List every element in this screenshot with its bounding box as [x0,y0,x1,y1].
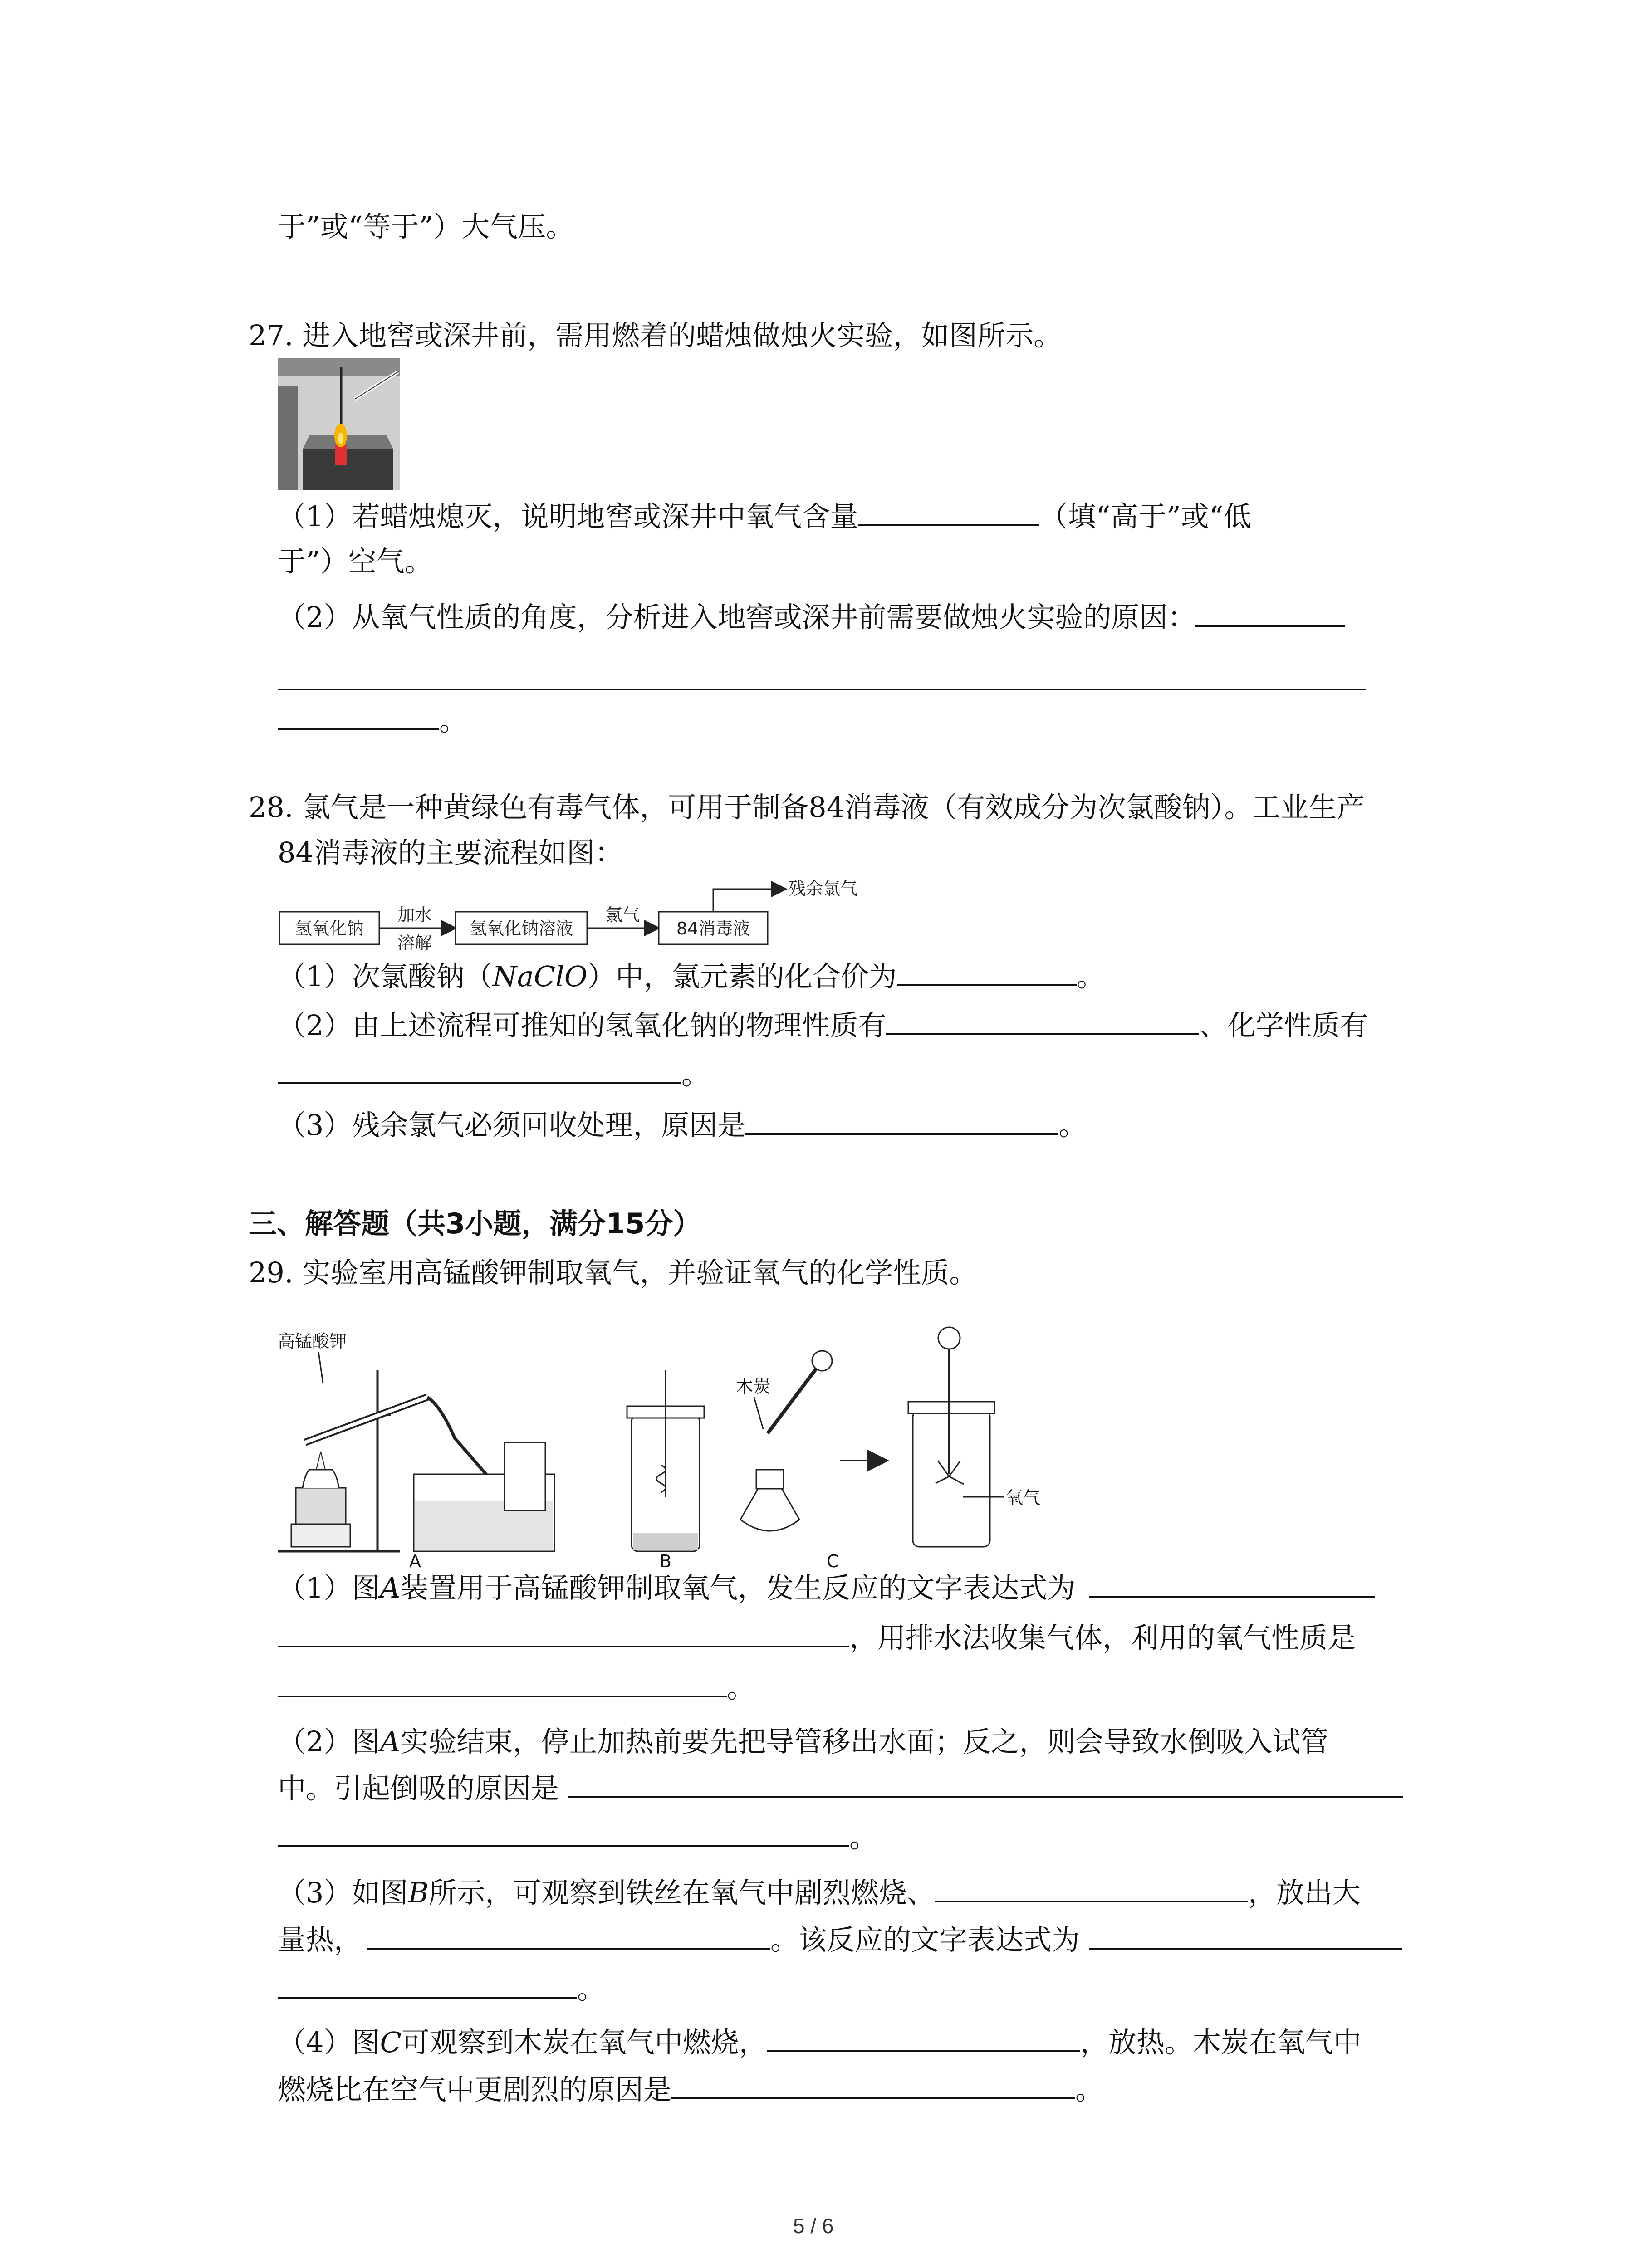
q28-p2-text-b: 、化学性质有 [1199,1009,1368,1042]
q29-p1-text-a: （1）图 [278,1571,380,1604]
q28-p3-text: （3）残余氯气必须回收处理，原因是 [278,1109,746,1142]
flow-diagram [278,875,867,953]
q28-p1-text-b: ）中，氯元素的化合价为 [587,960,897,993]
q27-p2-blank-3[interactable] [278,702,439,730]
q29-p2-blank-1[interactable] [568,1770,1403,1798]
q28-p3-end: 。 [1058,1109,1087,1142]
q29-p2-line [278,1724,1328,1760]
q28-p2-text-a: （2）由上述流程可推知的氢氧化钠的物理性质有 [278,1009,887,1042]
q29-p1-line [278,1569,1375,1606]
q28-p2-blank-1[interactable] [886,1007,1199,1035]
q29-p3-blank-3[interactable] [1089,1921,1402,1950]
q29-p2-text-a: （2）图 [278,1725,380,1758]
q29-p3-last [278,1970,605,2007]
page-number: 5 / 6 [793,2214,834,2238]
q29-p3-blank-2[interactable] [367,1921,770,1950]
q29-stem: 29. 实验室用高锰酸钾制取氧气，并验证氧气的化学性质。 [249,1256,978,1289]
q27-p2-blank-1[interactable] [1195,599,1345,627]
q29-p4-blank-1[interactable] [767,2024,1080,2052]
q29-p4-text-d: 燃烧比在空气中更剧烈的原因是 [278,2073,672,2106]
q29-p2-end: 。 [849,1821,878,1854]
q29-p3-end: 。 [577,1972,606,2005]
q29-p4-blank-2[interactable] [671,2071,1075,2099]
flow-box-2-label: 氢氧化钠溶液 [469,919,573,938]
label-B: B [660,1551,672,1569]
q29-p1-blank-3[interactable] [278,1669,727,1697]
q28-p2-cont [278,1056,710,1093]
q29-p4-text-a: （4）图 [278,2026,380,2059]
q29-p1-text-c: ，用排水法收集气体，利用的氧气性质是 [849,1621,1356,1654]
q29-p3-text-c: ，放出大 [1248,1876,1361,1909]
q29-p3-blank-1[interactable] [935,1874,1248,1902]
q29-p3-text-e: 。该反应的文字表达式为 [770,1923,1080,1956]
q29-p4-cont [278,2071,1103,2108]
q27-p1-text-b: （填“高于”或“低 [1039,500,1252,533]
q28-p1-blank[interactable] [897,958,1077,986]
q27-stem: 27. 进入地窖或深井前，需用燃着的蜡烛做烛火实验，如图所示。 [249,319,1062,352]
q29-p2-last [278,1819,877,1856]
q29-p3-line [278,1874,1361,1911]
q27-p1-cont: 于”）空气。 [278,545,433,578]
label-charcoal: 木炭 [736,1377,771,1397]
q27-p2-blank-2[interactable] [278,689,1366,690]
q28-p3-blank[interactable] [745,1107,1058,1135]
q28-stem-1: 28. 氯气是一种黄绿色有毒气体，可用于制备84消毒液（有效成分为次氯酸钠）。工业生产 [249,791,1365,824]
q29-p2-blank-2[interactable] [278,1819,849,1847]
flow-arrow2-top: 氯气 [605,905,640,925]
flow-box-3-label: 84消毒液 [676,919,750,938]
q29-p3-text-a: （3）如图 [278,1876,408,1909]
label-A: A [409,1551,421,1569]
q29-p1-last [278,1669,755,1706]
flow-box-1-label: 氢氧化钠 [294,919,364,938]
q28-p3-line [278,1107,1087,1144]
flow-arrow1-top: 加水 [397,905,432,925]
carryover-line: 于”或“等于”）大气压。 [278,210,574,243]
q29-p4-C: C [380,2026,402,2059]
q29-p2-text-c: 中。引起倒吸的原因是 [278,1772,559,1805]
q29-p3-B: B [408,1876,429,1909]
q27-p2-last [278,702,467,739]
q29-p2-text-b: 实验结束，停止加热前要先把导管移出水面；反之，则会导致水倒吸入试管 [400,1725,1329,1758]
oxygen-apparatus-figure [278,1325,1140,1569]
label-oxygen: 氧气 [1006,1488,1041,1508]
q28-p1-formula: NaClO [492,960,588,993]
q28-p2-end: 。 [681,1058,710,1091]
label-C: C [827,1551,839,1569]
q27-p2-text: （2）从氧气性质的角度，分析进入地窖或深井前需要做烛火实验的原因： [278,601,1196,634]
q28-p2-line [278,1007,1368,1044]
q28-p1-text-a: （1）次氯酸钠（ [278,960,493,993]
q29-p4-end: 。 [1075,2073,1104,2106]
candle-cellar-figure [278,358,400,490]
q27-p1-text-a: （1）若蜡烛熄灭，说明地窖或深井中氧气含量 [278,500,858,533]
q29-p4-text-b: 可观察到木炭在氧气中燃烧， [401,2026,767,2059]
q27-p1-blank[interactable] [858,498,1039,526]
q29-p1-blank-1[interactable] [1089,1569,1375,1598]
q29-p4-text-c: ，放热。木炭在氧气中 [1080,2026,1362,2059]
q29-p2-A: A [380,1725,401,1758]
q29-p3-text-d: 量热， [278,1923,362,1956]
q29-p1-text-b: 装置用于高锰酸钾制取氧气，发生反应的文字表达式为 [400,1571,1076,1604]
q27-p2-line [278,599,1345,635]
flow-arrow1-bottom: 溶解 [397,933,432,953]
q29-p1-cont [278,1619,1356,1656]
q29-p3-blank-4[interactable] [278,1970,577,1999]
q28-p2-blank-2[interactable] [278,1056,681,1084]
flow-branch-label: 残余氯气 [789,879,858,899]
q29-p4-line [278,2024,1362,2061]
q28-p1-end: 。 [1076,960,1105,993]
q29-p3-cont [278,1921,1402,1958]
q29-p1-blank-2[interactable] [278,1619,849,1647]
q28-p1-line [278,958,1105,995]
q27-p1-line [278,498,1252,535]
q28-stem-2: 84消毒液的主要流程如图： [278,836,623,869]
section-3-heading: 三、解答题（共3小题，满分15分） [249,1207,701,1240]
q29-p3-text-b: 所示，可观察到铁丝在氧气中剧烈燃烧、 [429,1876,936,1909]
q29-p1-end: 。 [727,1671,755,1704]
label-kmno4: 高锰酸钾 [278,1331,347,1351]
q29-p2-cont [278,1770,1403,1807]
q27-p2-end: 。 [439,704,468,737]
q29-p1-A: A [380,1571,401,1604]
